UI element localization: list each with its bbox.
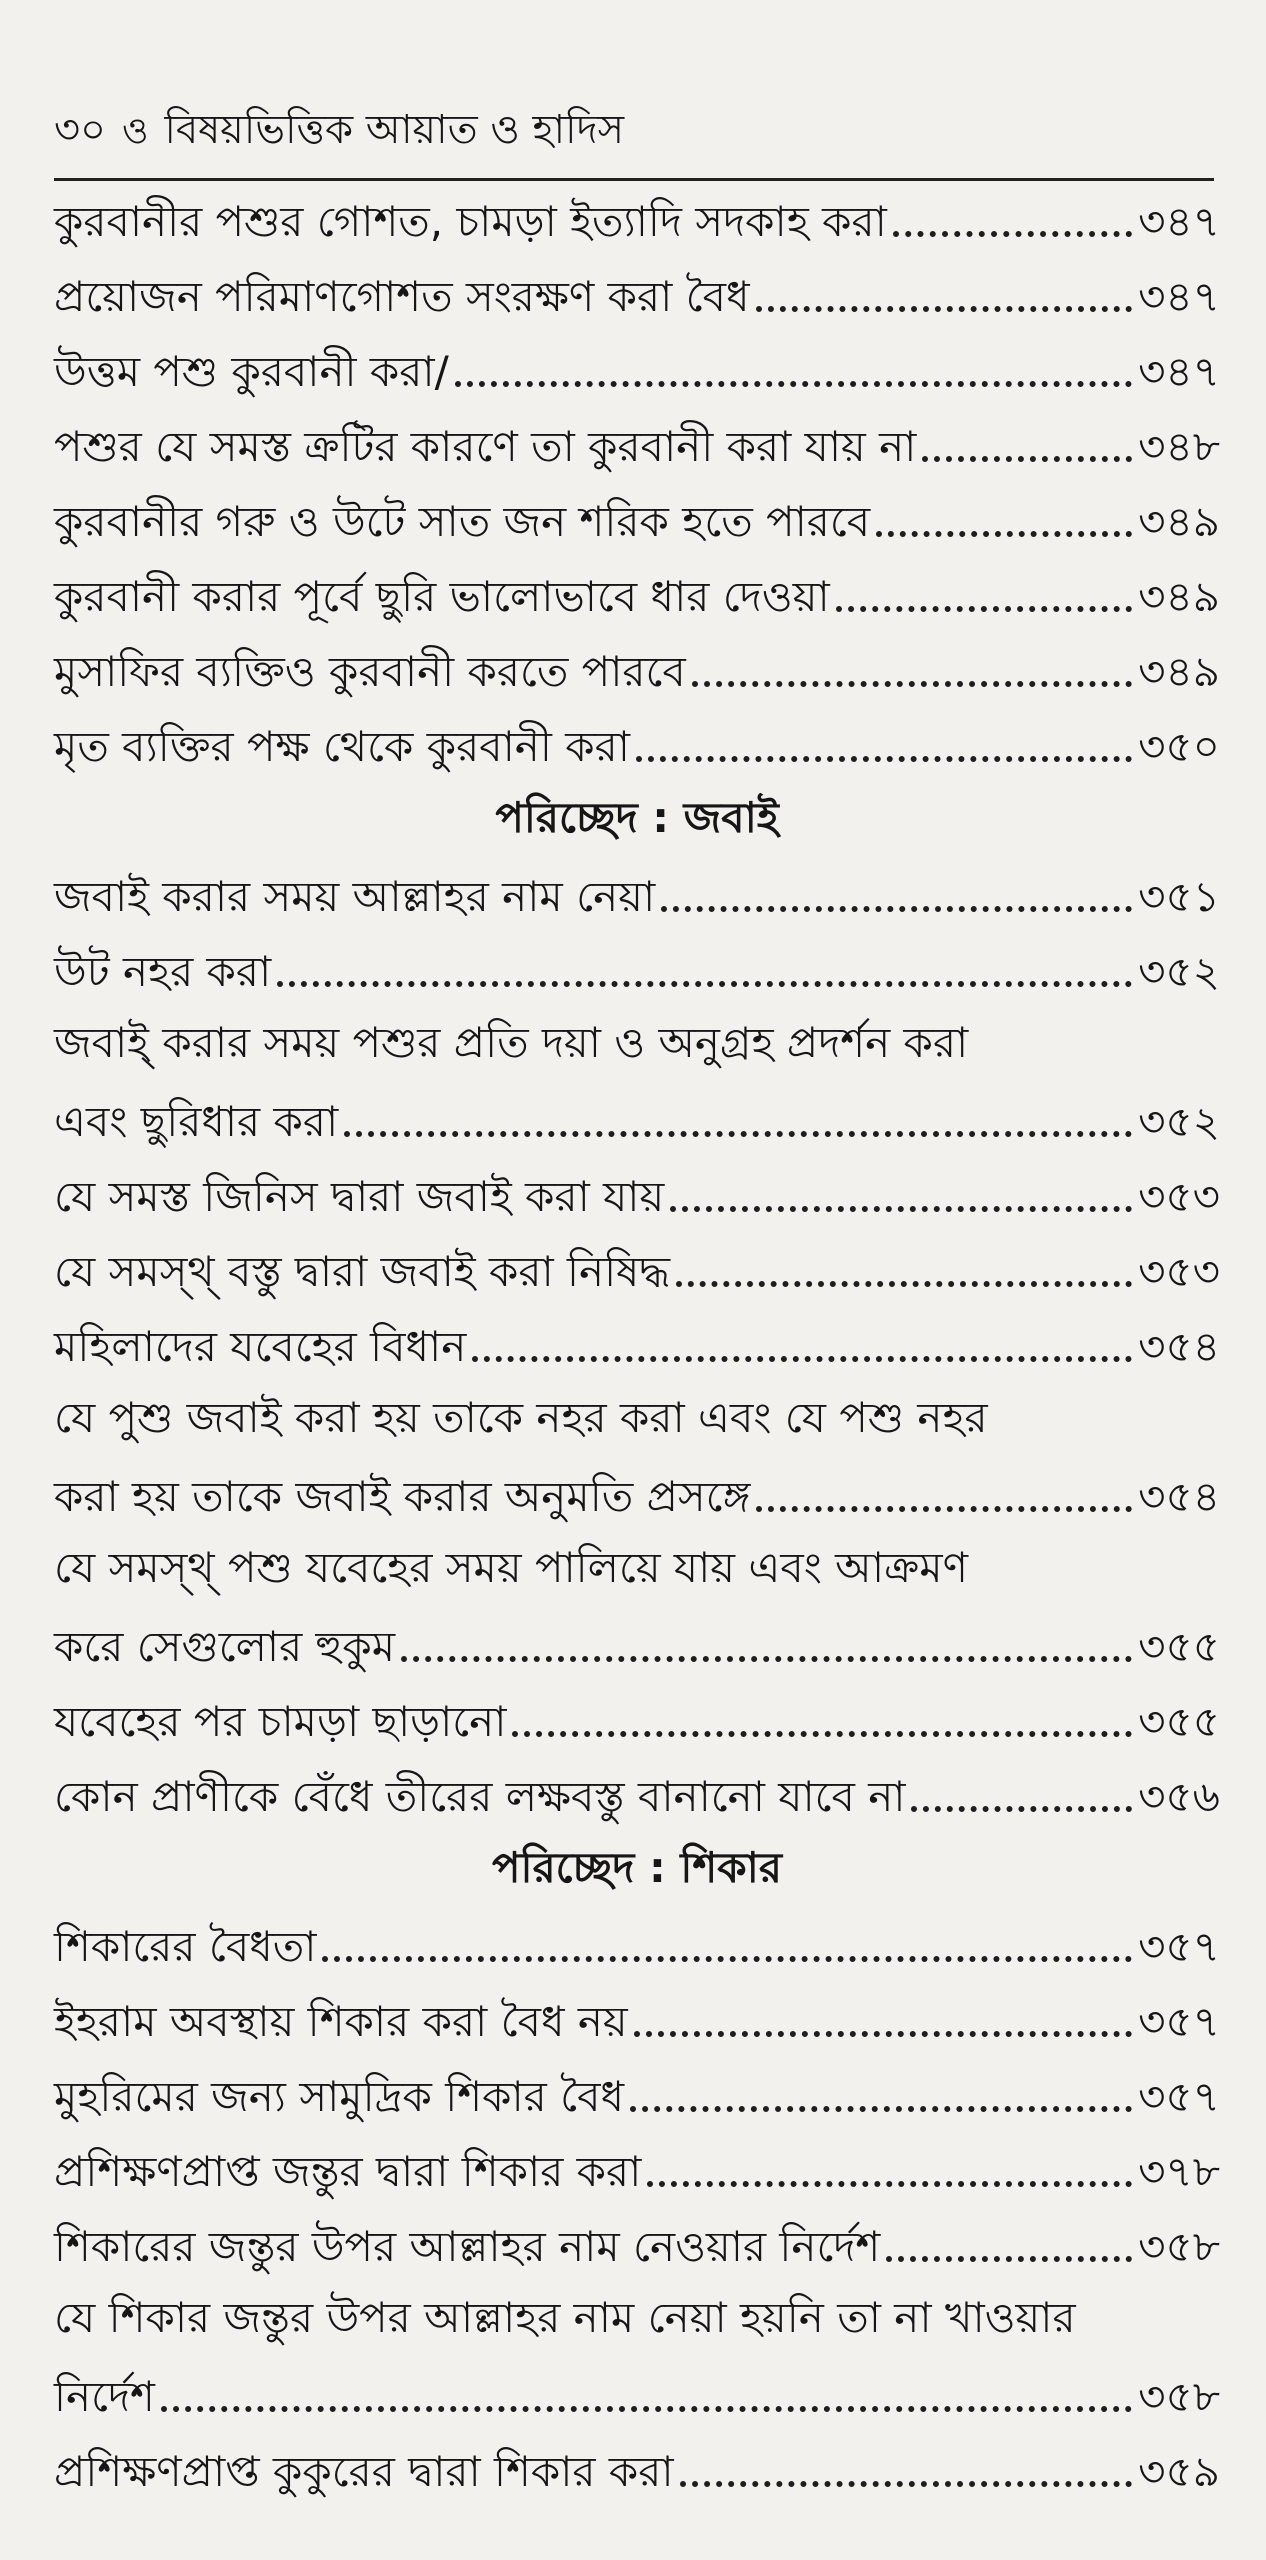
toc-entry-title-line: যে পুশু জবাই করা হয় তাকে নহর করা এবং যে পশু নহর	[54, 1393, 988, 1442]
table-of-contents	[54, 180, 1220, 2505]
toc-entry-page: ৩৫৯	[1138, 2447, 1220, 2496]
dot-leader	[636, 756, 1132, 762]
page-header	[54, 100, 1204, 162]
toc-entry-title: জবাই করার সময় আল্লাহর নাম নেয়া	[54, 872, 656, 921]
toc-entry	[54, 630, 1220, 705]
toc-entry-page: ৩৫৭	[1138, 1922, 1220, 1971]
toc-entry-title-line: যে শিকার জন্তুর উপর আল্লাহর নাম নেয়া হয়নি তা না খাওয়ার	[54, 2293, 1076, 2342]
dot-leader	[670, 1206, 1132, 1212]
dot-leader	[836, 606, 1133, 612]
toc-entry	[54, 2355, 1220, 2430]
toc-entry	[54, 330, 1220, 405]
toc-entry-page: ৩৪৭	[1138, 197, 1220, 246]
toc-entry-title: মুসাফির ব্যক্তিও কুরবানী করতে পারবে	[54, 647, 686, 696]
toc-entry-page: ৩৫১	[1138, 872, 1220, 921]
dot-leader	[277, 981, 1132, 987]
toc-entry	[54, 1755, 1220, 1830]
toc-entry-title: মুহরিমের জন্য সামুদ্রিক শিকার বৈধ	[54, 2072, 625, 2121]
dot-leader	[886, 2256, 1132, 2262]
toc-entry-page: ৩৫২	[1138, 1097, 1220, 1146]
toc-entry	[54, 255, 1220, 330]
toc-entry-title: যে সমস্থ্ বস্তু দ্বারা জবাই করা নিষিদ্ধ	[54, 1247, 671, 1296]
toc-entry-page: ৩৫৫	[1138, 1697, 1220, 1746]
toc-entry-page: ৩৭৮	[1138, 2147, 1220, 2196]
toc-entry-title: উট নহর করা	[54, 947, 272, 996]
toc-entry-title: কুরবানীর গরু ও উটে সাত জন শরিক হতে পারবে	[54, 497, 871, 546]
header-title: বিষয়ভিত্তিক আয়াত ও হাদিস	[164, 107, 625, 153]
dot-leader	[911, 1806, 1132, 1812]
toc-entry	[54, 1230, 1220, 1305]
toc-entry-title: যে সমস্ত জিনিস দ্বারা জবাই করা যায়	[54, 1172, 665, 1221]
toc-entry-title: মৃত ব্যক্তির পক্ষ থেকে কুরবানী করা	[54, 722, 630, 771]
toc-entry-page: ৩৪৯	[1138, 497, 1220, 546]
dot-leader	[876, 531, 1132, 537]
toc-entry-page: ৩৫৫	[1138, 1622, 1220, 1671]
toc-entry-page: ৩৪৭	[1138, 347, 1220, 396]
dot-leader	[322, 1956, 1132, 1962]
toc-entry	[54, 1680, 1220, 1755]
toc-entry-page: ৩৫৮	[1138, 2372, 1220, 2421]
toc-entry-title: নির্দেশ	[54, 2372, 155, 2421]
toc-entry-page: ৩৫৪	[1138, 1322, 1220, 1371]
section-heading-jabai: পরিচ্ছেদ : জবাই	[495, 793, 779, 842]
toc-entry	[54, 1980, 1220, 2055]
toc-entry	[54, 1080, 1220, 1155]
toc-entry-title: করা হয় তাকে জবাই করার অনুমতি প্রসঙ্গে	[54, 1472, 751, 1521]
dot-leader	[455, 381, 1132, 387]
dot-leader	[756, 1506, 1132, 1512]
toc-entry	[54, 855, 1220, 930]
toc-entry-page: ৩৫৪	[1138, 1472, 1220, 1521]
toc-entry-continued	[54, 2280, 1220, 2355]
toc-entry-title: কুরবানীর পশুর গোশত, চামড়া ইত্যাদি সদকাহ করা	[54, 197, 887, 246]
toc-entry	[54, 1455, 1220, 1530]
toc-entry	[54, 1905, 1220, 1980]
dot-leader	[401, 1656, 1132, 1662]
toc-entry-page: ৩৫৭	[1138, 2072, 1220, 2121]
dot-leader	[893, 231, 1132, 237]
toc-entry	[54, 930, 1220, 1005]
dot-leader	[161, 2406, 1132, 2412]
dot-leader	[512, 1731, 1132, 1737]
toc-entry-title: শিকারের জন্তুর উপর আল্লাহর নাম নেওয়ার নির্দেশ	[54, 2222, 881, 2271]
dot-leader	[680, 2481, 1133, 2487]
toc-entry-title: প্রশিক্ষণপ্রাপ্ত জন্তুর দ্বারা শিকার করা	[54, 2147, 642, 2196]
toc-entry-page: ৩৪৮	[1138, 422, 1220, 471]
dot-leader	[472, 1356, 1132, 1362]
header-page-number: ৩০	[54, 107, 107, 153]
toc-entry-page: ৩৫০	[1138, 722, 1220, 771]
toc-entry-title: এবং ছুরিধার করা	[54, 1097, 339, 1146]
dot-leader	[634, 2031, 1132, 2037]
toc-entry-title: পশুর যে সমস্ত ক্রটির কারণে তা কুরবানী করা যায় না	[54, 422, 917, 471]
toc-entry-title: ইহরাম অবস্থায় শিকার করা বৈধ নয়	[54, 1997, 628, 2046]
toc-entry	[54, 2430, 1220, 2505]
toc-entry	[54, 2130, 1220, 2205]
toc-entry	[54, 2205, 1220, 2280]
dot-leader	[692, 681, 1132, 687]
section-heading-shikar: পরিচ্ছেদ : শিকার	[492, 1843, 782, 1892]
toc-entry-title: উত্তম পশু কুরবানী করা/	[54, 347, 449, 396]
toc-entry-continued	[54, 1380, 1220, 1455]
toc-entry	[54, 2055, 1220, 2130]
toc-entry-title: যবেহের পর চামড়া ছাড়ানো	[54, 1697, 507, 1746]
dot-leader	[676, 1281, 1132, 1287]
toc-entry-page: ৩৫৩	[1138, 1247, 1220, 1296]
toc-entry	[54, 705, 1220, 780]
toc-entry-page: ৩৫২	[1138, 947, 1220, 996]
toc-entry-page: ৩৪৯	[1138, 572, 1220, 621]
toc-entry	[54, 1605, 1220, 1680]
toc-entry-title: করে সেগুলোর হুকুম	[54, 1622, 396, 1671]
toc-entry	[54, 555, 1220, 630]
toc-entry-title: কুরবানী করার পূর্বে ছুরি ভালোভাবে ধার দেওয়া	[54, 572, 830, 621]
toc-entry-title: প্রয়োজন পরিমাণগোশত সংরক্ষণ করা বৈধ	[54, 272, 750, 321]
toc-entry-continued	[54, 1530, 1220, 1605]
dot-leader	[647, 2181, 1132, 2187]
toc-entry	[54, 180, 1220, 255]
dot-leader	[922, 456, 1132, 462]
toc-entry	[54, 480, 1220, 555]
dot-leader	[630, 2106, 1132, 2112]
toc-entry	[54, 1155, 1220, 1230]
toc-entry	[54, 1305, 1220, 1380]
toc-entry-title: প্রশিক্ষণপ্রাপ্ত কুকুরের দ্বারা শিকার করা	[54, 2447, 674, 2496]
toc-entry-title: মহিলাদের যবেহের বিধান	[54, 1322, 467, 1371]
toc-entry	[54, 405, 1220, 480]
dot-leader	[344, 1131, 1132, 1137]
toc-entry-title: কোন প্রাণীকে বেঁধে তীরের লক্ষবস্তু বানানো যাবে না	[54, 1772, 906, 1821]
toc-entry-title: শিকারের বৈধতা	[54, 1922, 317, 1971]
dot-leader	[661, 906, 1132, 912]
toc-entry-page: ৩৫৩	[1138, 1172, 1220, 1221]
toc-entry-page: ৩৫৭	[1138, 1997, 1220, 2046]
toc-entry-page: ৩৪৯	[1138, 647, 1220, 696]
toc-entry-page: ৩৫৬	[1138, 1772, 1220, 1821]
header-ornament: ও	[122, 111, 149, 152]
toc-entry-title-line: যে সমস্থ্ পশু যবেহের সময় পালিয়ে যায় এবং আক্রমণ	[54, 1543, 968, 1592]
toc-entry-page: ৩৫৮	[1138, 2222, 1220, 2271]
dot-leader	[756, 306, 1133, 312]
toc-entry-continued	[54, 1005, 1220, 1080]
toc-entry-page: ৩৪৭	[1138, 272, 1220, 321]
toc-entry-title-line: জবাই্ করার সময় পশুর প্রতি দয়া ও অনুগ্রহ প্রদর্শন করা	[54, 1018, 969, 1067]
